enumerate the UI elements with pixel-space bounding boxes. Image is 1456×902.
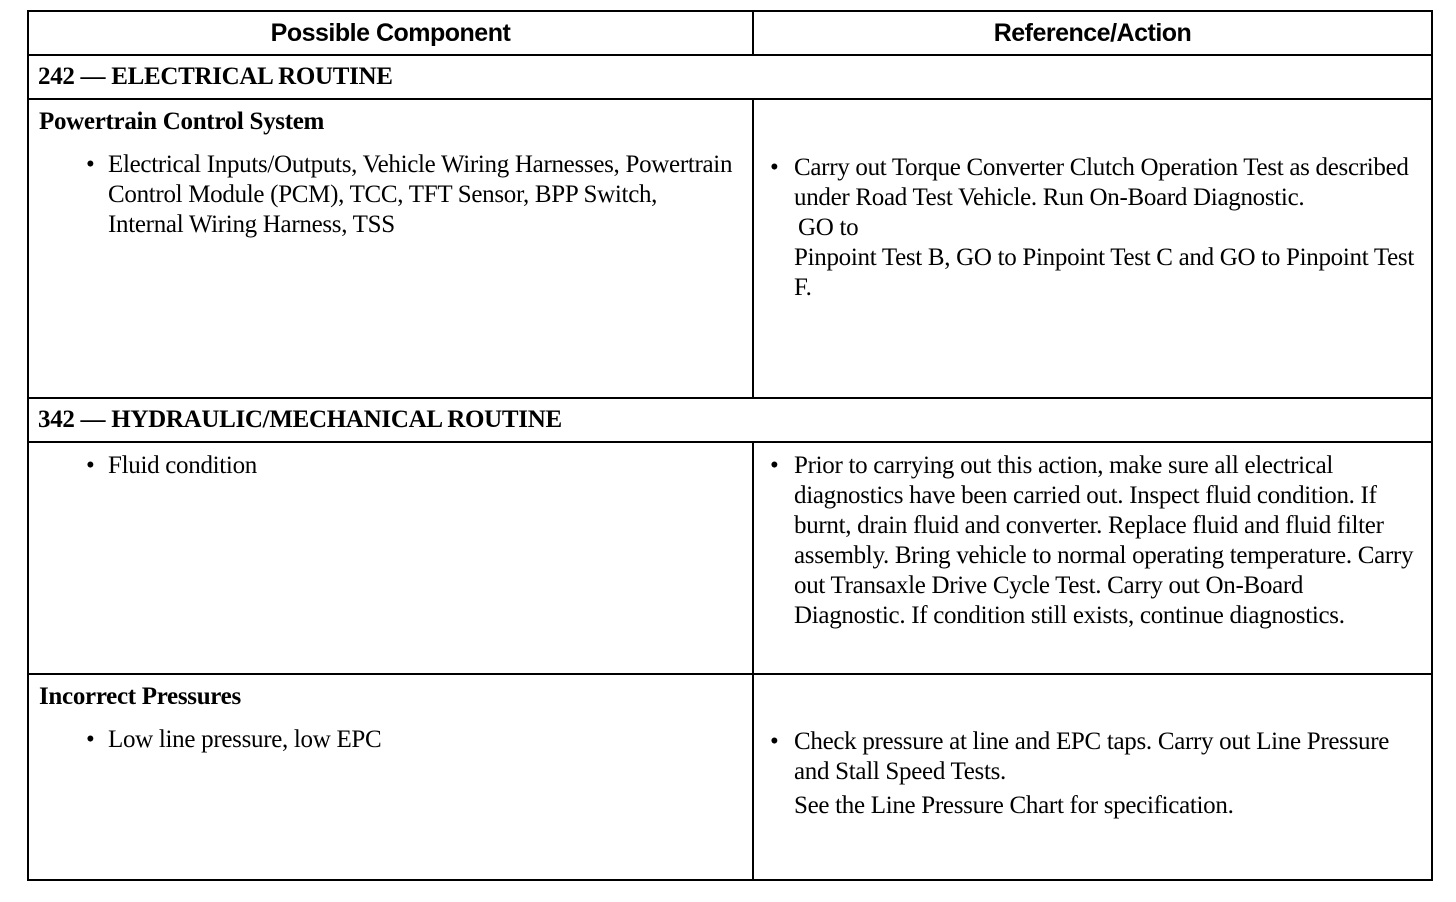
- diagnostic-table: [27, 10, 1433, 881]
- component-text: Electrical Inputs/Outputs, Vehicle Wiring Harnesses, Powertrain Control Module (PCM), TCC, TFT Sensor, BPP Switch, Internal Wiring Harness, TSS: [108, 151, 733, 238]
- action-cell: [753, 442, 1432, 674]
- action-text: Prior to carrying out this action, make sure all electrical diagnostics have been carried out. Inspect fluid condition. If burnt, drain fluid and converter. Replace fluid and fluid filter assembly. Bring vehicle to normal operating temperature. Carry out Transaxle Drive Cycle Test. Carry out On-Board Diagnostic. If condition still exists, continue diagnostics.: [794, 452, 1414, 629]
- table-row: [28, 674, 1432, 880]
- table-header-row: [28, 11, 1432, 55]
- action-text: Check pressure at line and EPC taps. Carry out Line Pressure and Stall Speed Tests.: [794, 728, 1390, 785]
- component-text: Low line pressure, low EPC: [108, 726, 382, 753]
- component-item: [86, 451, 738, 481]
- action-item: [770, 727, 1417, 821]
- action-item: [770, 153, 1417, 303]
- routine-title-electrical: 242 — ELECTRICAL ROUTINE: [28, 55, 1432, 99]
- action-pinpoint-tests: Pinpoint Test B, GO to Pinpoint Test C and GO to Pinpoint Test F.: [794, 244, 1414, 301]
- action-cell: [753, 99, 1432, 398]
- component-cell: [28, 99, 753, 398]
- bullet-icon: •: [86, 726, 95, 753]
- header-possible-component: Possible Component: [28, 11, 753, 55]
- component-item: [86, 150, 738, 240]
- group-title-powertrain: Powertrain Control System: [39, 108, 325, 135]
- action-item: [770, 451, 1417, 631]
- bullet-icon: •: [770, 728, 779, 755]
- action-see-chart: See the Line Pressure Chart for specification.: [794, 792, 1234, 819]
- component-cell: [28, 674, 753, 880]
- action-text: Carry out Torque Converter Clutch Operation Test as described under Road Test Vehicle. Run On-Board Diagnostic.: [794, 154, 1409, 211]
- component-cell: [28, 442, 753, 674]
- routine-row-electrical: [28, 55, 1432, 99]
- routine-row-hydraulic: [28, 398, 1432, 442]
- table-row: [28, 99, 1432, 398]
- group-title-incorrect-pressures: Incorrect Pressures: [39, 683, 241, 710]
- component-text: Fluid condition: [108, 452, 257, 479]
- bullet-icon: •: [770, 452, 779, 479]
- bullet-icon: •: [86, 151, 95, 178]
- table-row: [28, 442, 1432, 674]
- action-cell: [753, 674, 1432, 880]
- routine-title-hydraulic: 342 — HYDRAULIC/MECHANICAL ROUTINE: [28, 398, 1432, 442]
- bullet-icon: •: [770, 154, 779, 181]
- header-reference-action: Reference/Action: [753, 11, 1432, 55]
- bullet-icon: •: [86, 452, 95, 479]
- action-go-to: GO to: [798, 214, 859, 241]
- component-item: [86, 725, 738, 755]
